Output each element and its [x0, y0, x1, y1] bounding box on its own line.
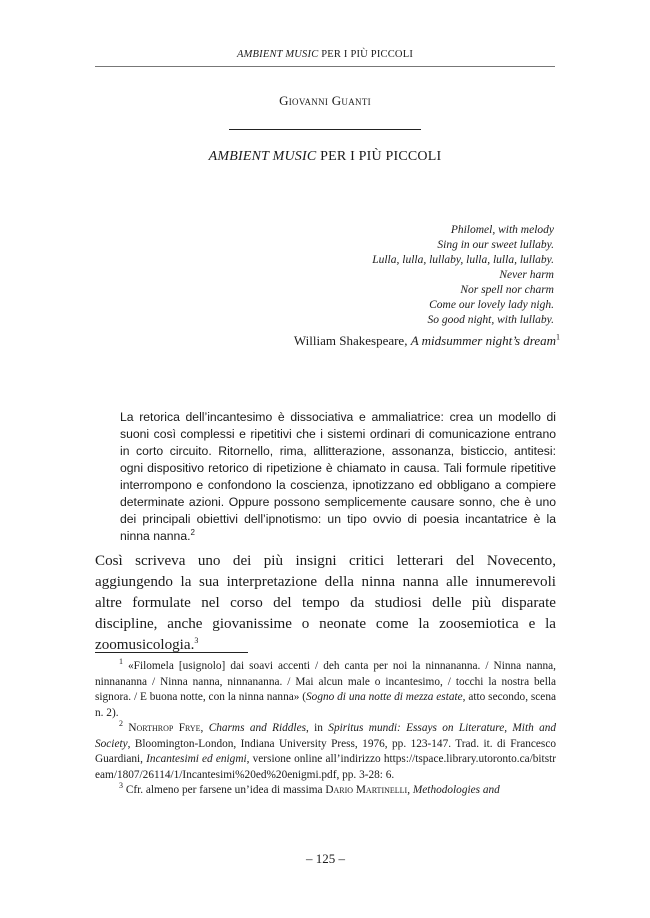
- footnote-text: , pp. 3-28: 6.: [336, 768, 395, 781]
- footnote-text: Cfr. almeno per farsene un’idea di massima: [123, 784, 326, 796]
- epigraph-attribution: [180, 333, 560, 349]
- article-title-rest: PER I PIÙ PICCOLI: [316, 149, 442, 164]
- running-header: [95, 49, 555, 60]
- footnote-text: , versione online all’indirizzo: [246, 753, 384, 765]
- footnote-1: [95, 659, 556, 721]
- article-title-italic: AMBIENT MUSIC: [208, 149, 317, 164]
- footnote-text: , in: [306, 722, 329, 734]
- footnote-author: Northrop Frye: [123, 722, 201, 734]
- epigraph-line: Nor spell nor charm: [460, 284, 554, 296]
- footnote-work-title: Incantesimi ed enigmi: [146, 753, 247, 765]
- body-paragraph-text: Così scriveva uno dei più insigni critici letterari del Novecento, aggiungendo la sua interpretazione della ninna nanna alle innumerevoli altre formulate nel corso del tempo da studiosi delle più disparate discipline, anche giovanissime o neonate come la zoosemiotica e la zoomusicologia.: [95, 553, 556, 653]
- footnote-author: Dario Martinelli: [325, 784, 408, 796]
- author-name: Giovanni Guanti: [279, 93, 371, 108]
- epigraph: [234, 223, 554, 328]
- footnote-url-link[interactable]: https://tspace.library.utoronto.ca/bitstream/1807/26114/1/Incantesimi%20ed%20enigmi.pdf: [95, 753, 556, 781]
- footnote-text: , atto secondo, scena n. 2).: [95, 691, 556, 719]
- attribution-author: William Shakespeare,: [293, 333, 411, 348]
- footnote-ref-2[interactable]: 2: [190, 527, 195, 537]
- footnote-work-title: Methodologies and: [412, 784, 500, 796]
- epigraph-line: Philomel, with melody: [450, 224, 554, 236]
- title-rule: [229, 129, 421, 130]
- running-header-italic: AMBIENT MUSIC: [236, 49, 319, 60]
- footnote-text: , Bloomington-London, Indiana University Press, 1976, pp. 123-147. Trad. it. di Francesco Guardiani,: [95, 737, 556, 765]
- footnote-rule: [95, 652, 248, 653]
- epigraph-line: Sing in our sweet lullaby.: [437, 239, 554, 251]
- epigraph-line: Never harm: [499, 269, 554, 281]
- footnote-text: ,: [200, 722, 209, 734]
- footnote-2: [95, 721, 556, 783]
- footnote-work-title: Charms and Riddles: [208, 722, 306, 734]
- footnote-ref-1[interactable]: 1: [556, 332, 560, 342]
- epigraph-line: So good night, with lullaby.: [427, 314, 554, 326]
- body-paragraph: [95, 551, 556, 656]
- footnote-work-title: Spiritus mundi: Essays on Literature, Mith and Society: [95, 722, 557, 750]
- footnote-3: [95, 783, 556, 799]
- footnote-work-title: Sogno di una notte di mezza estate: [306, 691, 463, 703]
- footnote-number: 3: [119, 781, 123, 791]
- epigraph-line: Lulla, lulla, lullaby, lulla, lulla, lullaby.: [372, 254, 554, 266]
- article-title: [95, 149, 555, 165]
- page-number: – 125 –: [306, 851, 345, 866]
- attribution-work: A midsummer night’s dream: [410, 333, 556, 348]
- block-quote-text: La retorica dell’incantesimo è dissociativa e ammaliatrice: crea un modello di suoni così complessi e ripetitivi che i sistemi ordinari di comunicazione entrano in corto circuito. Ritornello, rima, allitterazione, assonanza, bisticcio, antitesi: ogni dispositivo retorico di ripetizione è chiamato in causa. Tali formule ripetitive interrompono e confondono la coscienza, ipnotizzano ed obbligano a compiere determinate azioni. Oppure possono semplicemente causare sonno, che è uno dei principali obiettivi dell’ipnotismo: un tipo ovvio di poesia incantatrice è la ninna nanna.: [120, 410, 556, 543]
- footnote-ref-3[interactable]: 3: [194, 635, 199, 645]
- header-rule: [95, 66, 555, 67]
- footnote-text: «Filomela [usignolo] dai soavi accenti / deh canta per noi la ninnananna. / Ninna nanna, ninnananna / Ninna nanna, ninnananna. / Mai alcun male o incantesimo, / tocchi la nostra bella signora. / E buona notte, con la ninna nanna» (: [95, 660, 556, 703]
- footnote-number: 1: [119, 657, 123, 667]
- footnote-text: ,: [407, 784, 413, 796]
- footnote-number: 2: [119, 719, 123, 729]
- block-quote: [120, 409, 556, 545]
- epigraph-line: Come our lovely lady nigh.: [429, 299, 554, 311]
- running-header-rest: PER I PIÙ PICCOLI: [318, 49, 414, 60]
- footnotes: [95, 659, 556, 799]
